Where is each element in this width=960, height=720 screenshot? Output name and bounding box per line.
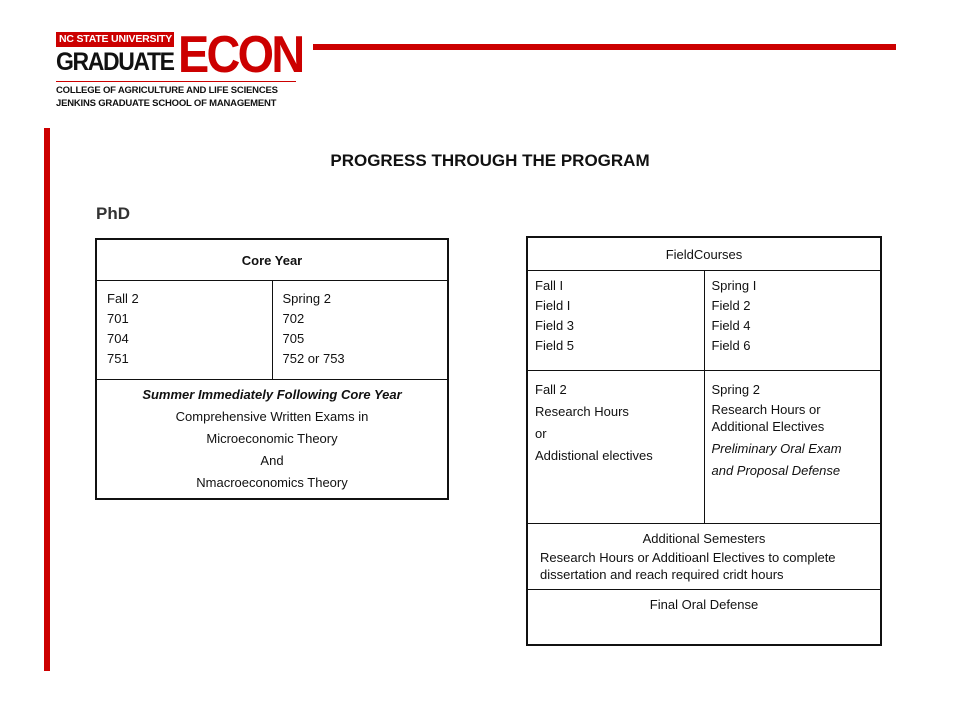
core-fall-course: 751	[107, 351, 129, 366]
summer-line: Microeconomic Theory	[206, 431, 338, 446]
table-row	[527, 371, 881, 524]
top-red-rule	[313, 44, 896, 50]
table-row	[96, 281, 448, 380]
table-row	[527, 237, 881, 271]
core-fall-course: 704	[107, 331, 129, 346]
core-fall-term: Fall 2	[107, 291, 139, 306]
ncsu-econ-logo	[56, 26, 303, 110]
final-oral-defense-cell: Final Oral Defense	[527, 590, 881, 646]
field-fall2-line: Research Hours	[535, 404, 629, 419]
field-fall2-term: Fall 2	[535, 382, 567, 397]
field-spring2-prelim: Preliminary Oral Exam	[711, 441, 842, 456]
logo-econ: ECON	[178, 26, 303, 84]
core-spring-course: 752 or 753	[282, 351, 345, 366]
core-fall-cell	[96, 281, 272, 380]
field-spring1-course: Field 2	[711, 298, 751, 313]
field-fall2-line: or	[535, 426, 547, 441]
field-fall1-course: Field 3	[535, 318, 575, 333]
side-red-rule	[44, 128, 50, 671]
table-row	[96, 239, 448, 281]
summer-cell	[96, 380, 448, 500]
field-fall1-term: Fall I	[535, 278, 564, 293]
core-year-table	[95, 238, 449, 500]
field-spring2-research: Research Hours or Additional Electives	[711, 402, 825, 434]
field-fall1-cell	[527, 271, 704, 371]
program-subtitle: PhD	[96, 204, 130, 223]
field-fall2-cell	[527, 371, 704, 524]
field-fall1-course: Field I	[535, 298, 571, 313]
field-spring1-term: Spring I	[711, 278, 757, 293]
field-spring1-course: Field 4	[711, 318, 751, 333]
field-spring1-cell	[704, 271, 881, 371]
core-year-header: Core Year	[96, 239, 448, 281]
field-fall1-course: Field 5	[535, 338, 575, 353]
field-spring2-cell	[704, 371, 881, 524]
page-title: PROGRESS THROUGH THE PROGRAM	[330, 151, 650, 170]
field-spring2-term: Spring 2	[711, 382, 760, 397]
additional-semesters-text: Research Hours or Additioanl Electives to complete dissertation and reach required cridt hours	[540, 550, 836, 582]
core-spring-term: Spring 2	[282, 291, 331, 306]
logo-school: JENKINS GRADUATE SCHOOL OF MANAGEMENT	[56, 98, 277, 109]
core-fall-course: 701	[107, 311, 129, 326]
field-spring1-course: Field 6	[711, 338, 751, 353]
field-courses-table	[526, 236, 882, 646]
table-row	[527, 524, 881, 590]
logo-university: NC STATE UNIVERSITY	[56, 32, 174, 47]
field-spring2-proposal: and Proposal Defense	[711, 463, 841, 478]
summer-line: Comprehensive Written Exams in	[175, 409, 369, 424]
additional-semesters-title: Additional Semesters	[642, 531, 766, 546]
table-row	[96, 380, 448, 500]
additional-semesters-cell	[527, 524, 881, 590]
table-row	[527, 271, 881, 371]
core-spring-course: 705	[282, 331, 305, 346]
summer-line: Nmacroeconomics Theory	[196, 475, 348, 490]
core-spring-cell	[272, 281, 448, 380]
summer-title: Summer Immediately Following Core Year	[142, 387, 402, 402]
field-courses-header: FieldCourses	[527, 237, 881, 271]
table-row	[527, 590, 881, 646]
field-fall2-line: Addistional electives	[535, 448, 653, 463]
logo-graduate: GRADUATE	[56, 48, 174, 76]
summer-line: And	[260, 453, 284, 468]
core-spring-course: 702	[282, 311, 305, 326]
logo-college: COLLEGE OF AGRICULTURE AND LIFE SCIENCES	[56, 85, 278, 96]
